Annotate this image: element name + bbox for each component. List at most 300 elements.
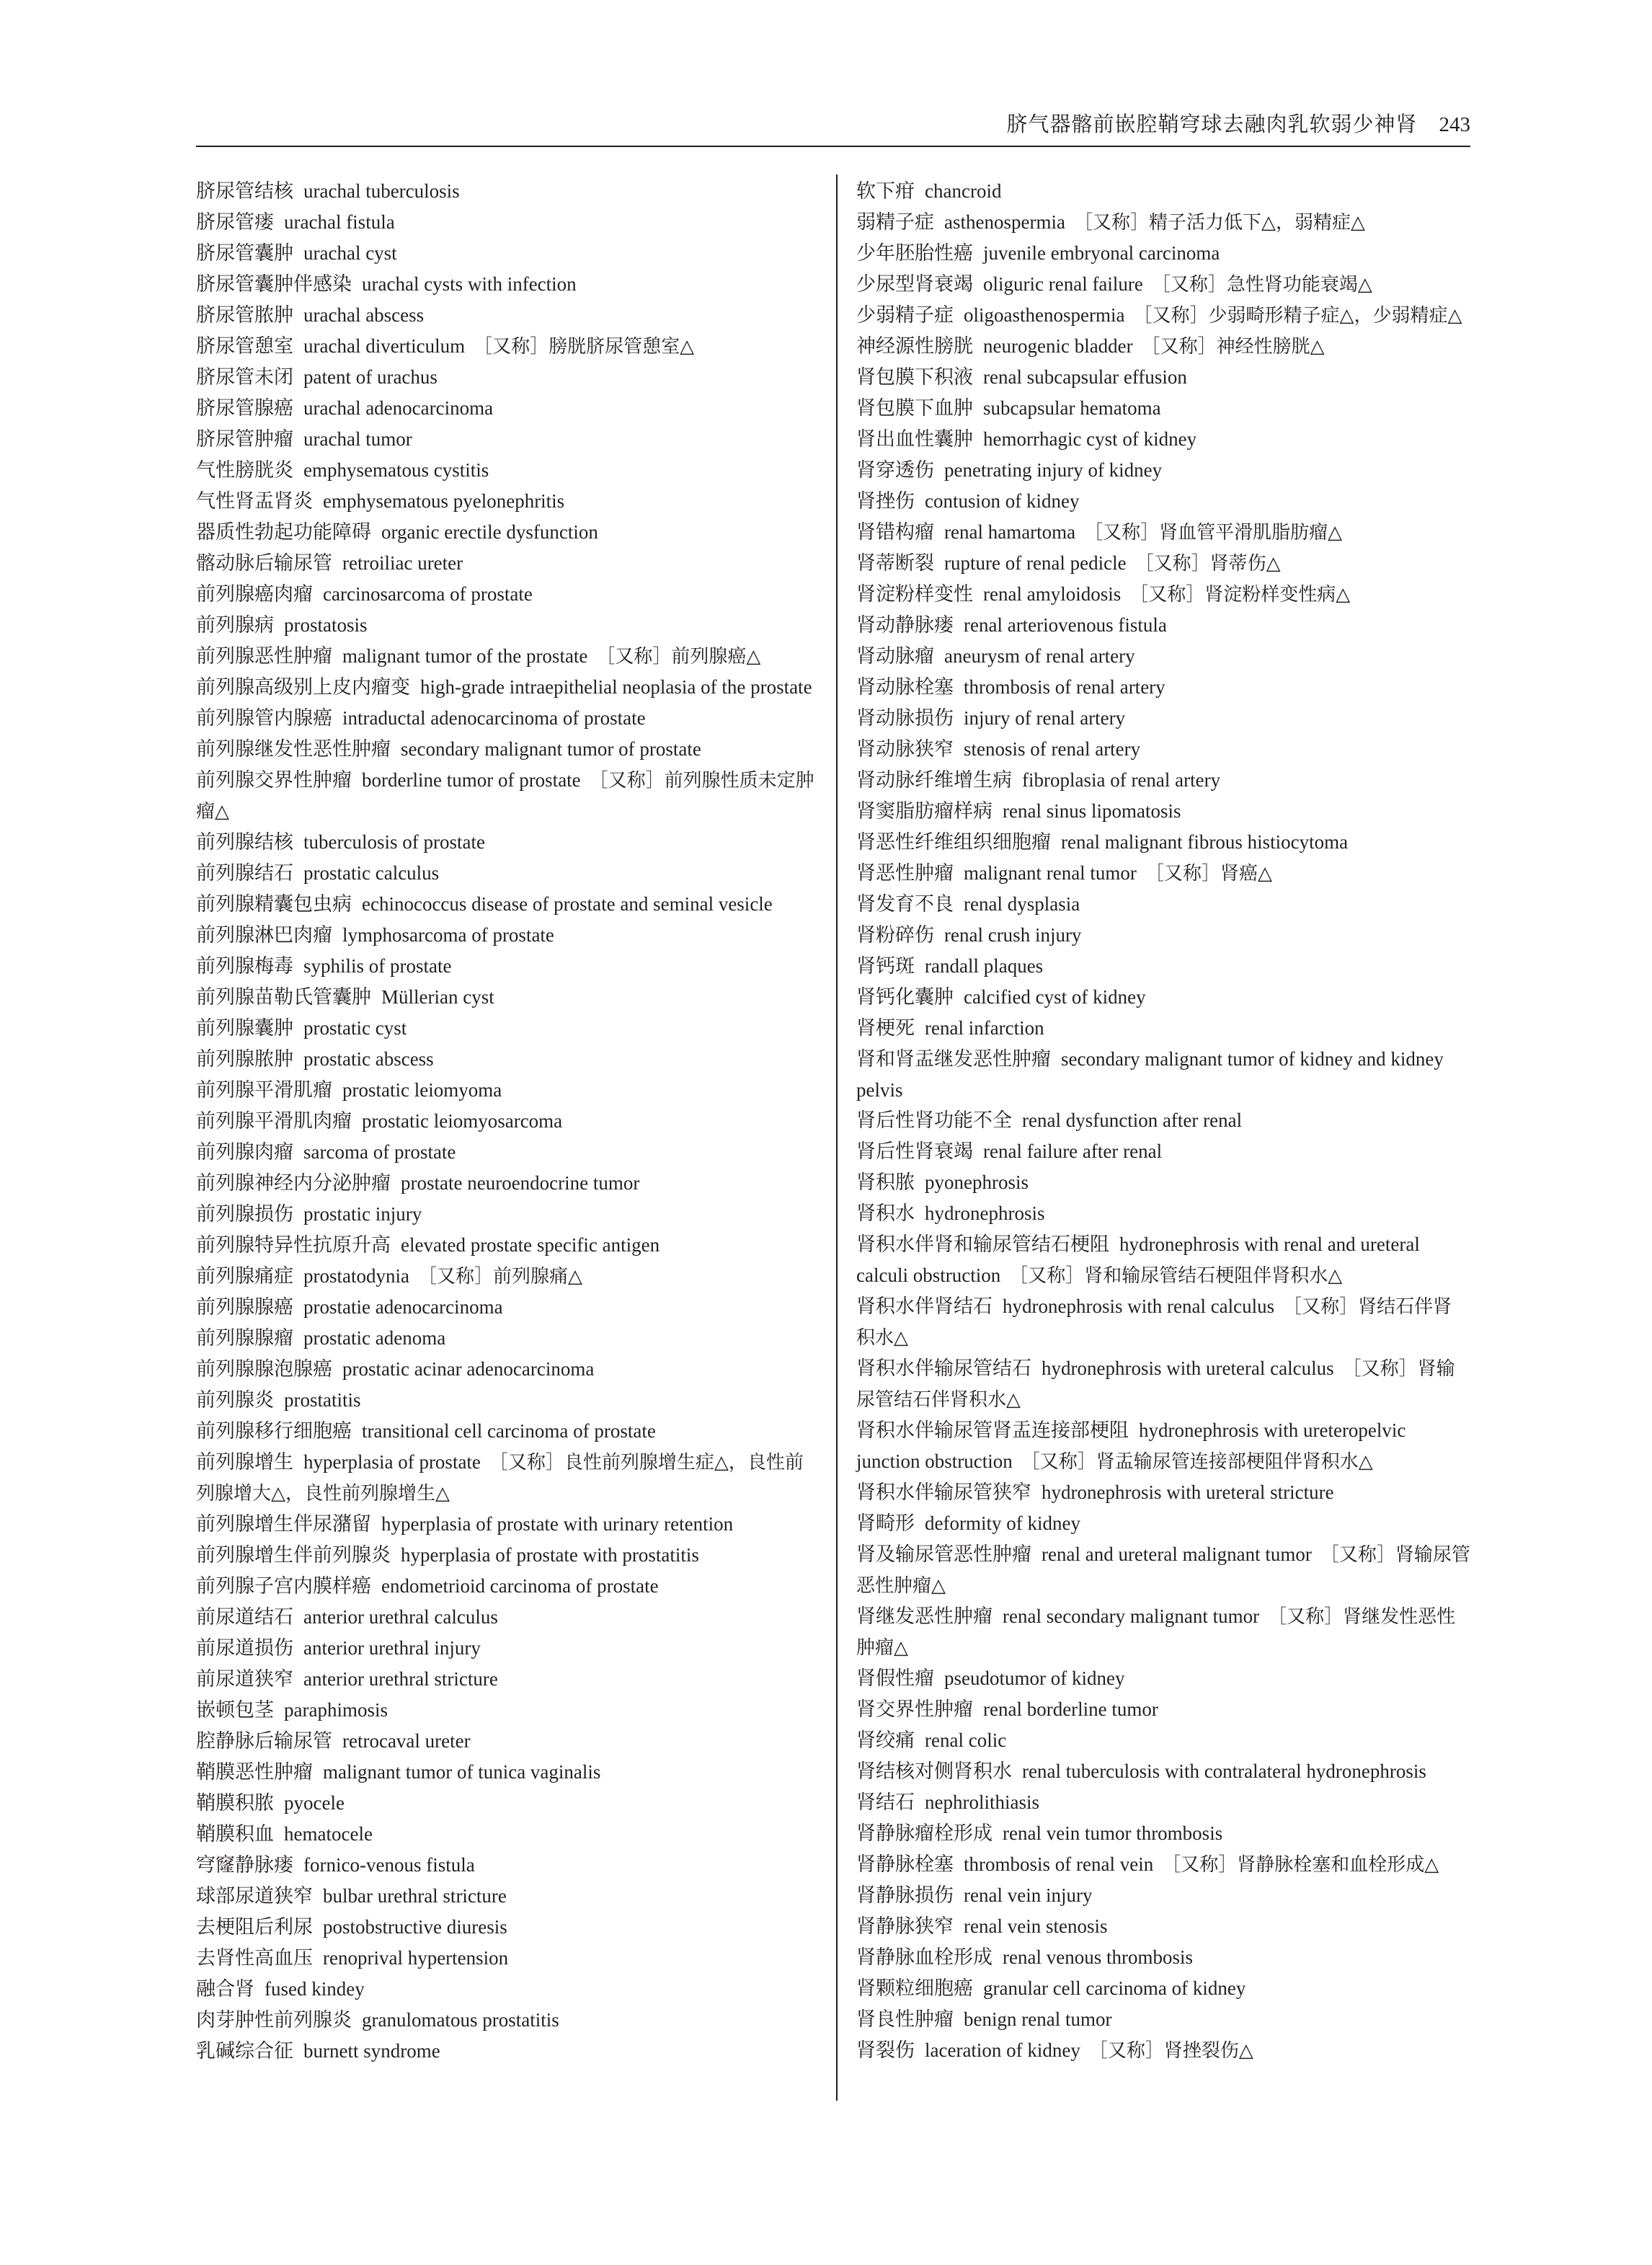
glossary-entry	[196, 889, 814, 920]
entry-chinese-term: 乳碱综合征	[196, 2040, 293, 2062]
entry-chinese-term: 前列腺腺瘤	[196, 1327, 293, 1349]
entry-english-term: anterior urethral stricture	[303, 1668, 498, 1690]
glossary-entry	[196, 610, 814, 641]
entry-english-term: renal secondary malignant tumor	[1003, 1605, 1260, 1627]
entry-english-term: patent of urachus	[303, 366, 438, 388]
glossary-entry	[856, 1880, 1470, 1911]
glossary-entry	[196, 1726, 814, 1757]
entry-english-term: fibroplasia of renal artery	[1022, 769, 1221, 791]
entry-english-term: pseudotumor of kidney	[944, 1667, 1125, 1689]
glossary-entry	[196, 1974, 814, 2005]
glossary-entry	[196, 1323, 814, 1354]
entry-english-term: Müllerian cyst	[381, 986, 494, 1008]
entry-english-term: sarcoma of prostate	[303, 1141, 456, 1163]
entry-chinese-term: 肾颗粒细胞癌	[856, 1977, 973, 2000]
entry-english-term: hydronephrosis with renal and ureteral calculi obstruction	[856, 1233, 1420, 1286]
entry-chinese-term: 肾和肾盂继发恶性肿瘤	[856, 1048, 1051, 1071]
entry-english-term: renal dysplasia	[964, 893, 1080, 915]
entry-english-term: secondary malignant tumor of kidney and kidney pelvis	[856, 1048, 1444, 1101]
entry-chinese-term: 前列腺交界性肿瘤	[196, 769, 352, 792]
glossary-entry	[196, 517, 814, 548]
glossary-entry	[196, 2005, 814, 2036]
entry-chinese-term: 前列腺神经内分泌肿瘤	[196, 1172, 391, 1194]
entry-chinese-term: 鞘膜积血	[196, 1823, 274, 1845]
entry-chinese-term: 肾静脉狭窄	[856, 1915, 954, 1938]
entry-english-term: thrombosis of renal vein	[964, 1853, 1154, 1875]
entry-english-term: hemorrhagic cyst of kidney	[983, 428, 1197, 450]
entry-english-term: renal subcapsular effusion	[983, 366, 1187, 388]
glossary-entry	[856, 238, 1470, 269]
entry-chinese-term: 肾动脉狭窄	[856, 738, 954, 761]
glossary-entry	[196, 765, 814, 827]
entry-chinese-term: 球部尿道狭窄	[196, 1885, 313, 1907]
glossary-entry	[196, 1819, 814, 1850]
entry-chinese-term: 鞘膜恶性肿瘤	[196, 1761, 313, 1783]
entry-english-term: paraphimosis	[284, 1699, 388, 1721]
glossary-entry	[196, 1509, 814, 1540]
entry-english-term: intraductal adenocarcinoma of prostate	[342, 707, 646, 729]
entry-chinese-term: 肾梗死	[856, 1017, 915, 1040]
entry-english-term: renal and ureteral malignant tumor	[1042, 1543, 1312, 1565]
glossary-entry	[196, 300, 814, 331]
glossary-entry	[196, 951, 814, 982]
glossary-entry	[196, 548, 814, 579]
glossary-entry	[856, 765, 1470, 796]
entry-chinese-term: 肾积水伴输尿管结石	[856, 1357, 1031, 1380]
entry-synonym: ［又称］神经性膀胱△	[1141, 336, 1325, 358]
entry-chinese-term: 肾积水伴肾结石	[856, 1295, 992, 1318]
left-column	[196, 176, 814, 2067]
entry-synonym: ［又称］肾盂输尿管连接部梗阻伴肾积水△	[1021, 1451, 1373, 1473]
entry-chinese-term: 前列腺恶性肿瘤	[196, 645, 332, 668]
entry-chinese-term: 穹窿静脉瘘	[196, 1854, 293, 1876]
glossary-entry	[856, 1136, 1470, 1167]
entry-synonym: ［又称］肾挫裂伤△	[1088, 2040, 1253, 2062]
entry-synonym: ［又称］精子活力低下△，弱精症△	[1073, 212, 1365, 234]
entry-english-term: renal dysfunction after renal	[1022, 1109, 1243, 1131]
entry-english-term: burnett syndrome	[303, 2040, 440, 2062]
entry-english-term: renal hamartoma	[944, 521, 1076, 543]
entry-chinese-term: 肾交界性肿瘤	[856, 1698, 973, 1721]
glossary-entry	[856, 548, 1470, 579]
entry-english-term: renal venous thrombosis	[1003, 1946, 1193, 1968]
entry-synonym: ［又称］肾继发性恶性肿瘤△	[856, 1606, 1456, 1659]
glossary-entry	[856, 2004, 1470, 2035]
entry-chinese-term: 前列腺结核	[196, 831, 293, 854]
glossary-entry	[196, 1199, 814, 1230]
entry-english-term: deformity of kidney	[925, 1512, 1080, 1534]
glossary-entry	[856, 703, 1470, 734]
entry-synonym: ［又称］前列腺痛△	[417, 1266, 582, 1287]
entry-english-term: elevated prostate specific antigen	[401, 1234, 660, 1256]
glossary-entry	[856, 393, 1470, 424]
entry-english-term: lymphosarcoma of prostate	[342, 924, 554, 946]
glossary-entry	[196, 455, 814, 486]
glossary-entry	[856, 1013, 1470, 1044]
glossary-entry	[196, 2036, 814, 2067]
glossary-entry	[196, 1168, 814, 1199]
entry-english-term: injury of renal artery	[964, 707, 1126, 729]
glossary-entry	[856, 455, 1470, 486]
entry-chinese-term: 肾继发恶性肿瘤	[856, 1605, 992, 1628]
entry-synonym: ［又称］肾输尿管恶性肿瘤△	[856, 1544, 1470, 1597]
glossary-entry	[196, 362, 814, 393]
glossary-entry	[196, 1354, 814, 1385]
entry-chinese-term: 前尿道结石	[196, 1606, 293, 1628]
entry-english-term: laceration of kidney	[925, 2039, 1080, 2061]
entry-english-term: prostatic cyst	[303, 1017, 407, 1039]
entry-english-term: malignant renal tumor	[964, 862, 1137, 884]
entry-chinese-term: 肾假性瘤	[856, 1667, 934, 1690]
entry-english-term: anterior urethral injury	[303, 1637, 481, 1659]
glossary-entry	[856, 1353, 1470, 1415]
entry-english-term: contusion of kidney	[925, 490, 1080, 512]
entry-synonym: ［又称］肾和输尿管结石梗阻伴肾积水△	[1009, 1265, 1343, 1287]
glossary-entry	[856, 1663, 1470, 1694]
glossary-entry	[196, 1292, 814, 1323]
entry-chinese-term: 前列腺增生伴尿潴留	[196, 1513, 371, 1535]
entry-chinese-term: 肾畸形	[856, 1512, 915, 1535]
glossary-entry	[196, 1664, 814, 1695]
entry-chinese-term: 肾静脉栓塞	[856, 1853, 954, 1876]
glossary-entry	[196, 1106, 814, 1137]
entry-synonym: ［又称］肾淀粉样变性病△	[1129, 584, 1351, 606]
entry-synonym: ［又称］肾输尿管结石伴肾积水△	[856, 1358, 1455, 1411]
glossary-entry	[856, 982, 1470, 1013]
entry-chinese-term: 软下疳	[856, 180, 915, 203]
entry-chinese-term: 前列腺损伤	[196, 1203, 293, 1225]
glossary-entry	[196, 1788, 814, 1819]
entry-chinese-term: 前列腺梅毒	[196, 955, 293, 978]
glossary-entry	[196, 827, 814, 858]
entry-chinese-term: 前列腺结石	[196, 862, 293, 885]
entry-english-term: hematocele	[284, 1823, 373, 1845]
entry-english-term: renal failure after renal	[983, 1140, 1163, 1162]
entry-english-term: high-grade intraepithelial neoplasia of the prostate	[420, 676, 812, 698]
entry-english-term: bulbar urethral stricture	[323, 1885, 507, 1907]
glossary-entry	[856, 1415, 1470, 1477]
entry-chinese-term: 脐尿管囊肿	[196, 242, 293, 265]
entry-synonym: ［又称］前列腺癌△	[596, 646, 761, 668]
glossary-entry	[196, 1230, 814, 1261]
entry-english-term: malignant tumor of tunica vaginalis	[323, 1761, 601, 1783]
glossary-entry	[196, 1416, 814, 1447]
glossary-entry	[196, 1540, 814, 1571]
glossary-entry	[856, 1725, 1470, 1756]
glossary-entry	[856, 1477, 1470, 1508]
entry-chinese-term: 肾动脉损伤	[856, 707, 954, 730]
glossary-entry	[196, 641, 814, 672]
glossary-entry	[196, 1881, 814, 1912]
entry-chinese-term: 前列腺精囊包虫病	[196, 893, 352, 916]
entry-chinese-term: 肾动脉栓塞	[856, 676, 954, 699]
glossary-entry	[196, 176, 814, 207]
glossary-entry	[856, 1167, 1470, 1198]
glossary-entry	[196, 1695, 814, 1726]
glossary-entry	[196, 331, 814, 362]
glossary-entry	[856, 672, 1470, 703]
entry-synonym: ［又称］肾结石伴肾积水△	[856, 1296, 1452, 1349]
glossary-entry	[856, 1198, 1470, 1229]
entry-chinese-term: 前列腺特异性抗原升高	[196, 1234, 391, 1256]
entry-english-term: transitional cell carcinoma of prostate	[362, 1420, 656, 1442]
entry-chinese-term: 肾挫伤	[856, 490, 915, 513]
entry-chinese-term: 嵌顿包茎	[196, 1699, 274, 1721]
entry-english-term: prostatitis	[284, 1389, 361, 1411]
glossary-entry	[856, 1539, 1470, 1601]
entry-english-term: prostatic calculus	[303, 862, 440, 884]
entry-chinese-term: 前尿道狭窄	[196, 1668, 293, 1690]
entry-synonym: ［又称］膀胱脐尿管憩室△	[474, 336, 695, 358]
entry-english-term: hydronephrosis	[925, 1202, 1045, 1224]
glossary-entry	[856, 1044, 1470, 1105]
entry-english-term: hydronephrosis with ureteropelvic junction obstruction	[856, 1419, 1406, 1472]
entry-english-term: borderline tumor of prostate	[362, 769, 581, 791]
entry-chinese-term: 前列腺增生伴前列腺炎	[196, 1544, 391, 1566]
entry-chinese-term: 前列腺痛症	[196, 1265, 293, 1287]
entry-chinese-term: 肾结核对侧肾积水	[856, 1760, 1012, 1783]
glossary-entry	[856, 610, 1470, 641]
entry-chinese-term: 肾淀粉样变性	[856, 583, 973, 606]
glossary-entry	[196, 858, 814, 889]
entry-english-term: stenosis of renal artery	[964, 738, 1141, 760]
glossary-entry	[856, 827, 1470, 858]
entry-english-term: fornico-venous fistula	[303, 1854, 475, 1876]
glossary-entry	[196, 1943, 814, 1974]
entry-chinese-term: 肾良性肿瘤	[856, 2008, 954, 2031]
entry-english-term: renoprival hypertension	[323, 1947, 509, 1969]
entry-english-term: nephrolithiasis	[925, 1791, 1039, 1813]
entry-chinese-term: 前列腺平滑肌瘤	[196, 1079, 332, 1102]
entry-chinese-term: 肾静脉损伤	[856, 1884, 954, 1907]
glossary-entry	[196, 672, 814, 703]
entry-english-term: thrombosis of renal artery	[964, 676, 1165, 698]
entry-english-term: prostate neuroendocrine tumor	[401, 1172, 640, 1194]
entry-english-term: urachal adenocarcinoma	[303, 397, 494, 419]
entry-chinese-term: 肾包膜下积液	[856, 366, 973, 389]
entry-english-term: prostatic acinar adenocarcinoma	[342, 1358, 595, 1380]
glossary-entry	[196, 734, 814, 765]
glossary-entry	[196, 1571, 814, 1602]
entry-chinese-term: 肾裂伤	[856, 2039, 915, 2062]
entry-chinese-term: 气性膀胱炎	[196, 459, 293, 482]
entry-synonym: ［又称］肾癌△	[1145, 863, 1272, 885]
entry-english-term: renal arteriovenous fistula	[964, 614, 1167, 636]
glossary-entry	[196, 579, 814, 610]
entry-synonym: ［又称］前列腺性质未定肿瘤△	[196, 770, 814, 823]
entry-english-term: renal vein tumor thrombosis	[1003, 1822, 1223, 1844]
entry-english-term: subcapsular hematoma	[983, 397, 1161, 419]
glossary-entry	[856, 889, 1470, 920]
entry-chinese-term: 前列腺炎	[196, 1389, 274, 1411]
entry-chinese-term: 前列腺腺泡腺癌	[196, 1358, 332, 1380]
entry-chinese-term: 肾动脉纤维增生病	[856, 769, 1012, 792]
entry-english-term: secondary malignant tumor of prostate	[401, 738, 701, 760]
entry-english-term: pyocele	[284, 1792, 345, 1814]
entry-english-term: asthenospermia	[944, 211, 1065, 233]
entry-english-term: hydronephrosis with ureteral calculus	[1042, 1357, 1334, 1379]
entry-english-term: prostatic adenoma	[303, 1327, 446, 1349]
entry-synonym: ［又称］急性肾功能衰竭△	[1151, 274, 1372, 296]
entry-chinese-term: 肾钙斑	[856, 955, 915, 978]
entry-english-term: anterior urethral calculus	[303, 1606, 498, 1628]
entry-chinese-term: 肾积水伴输尿管肾盂连接部梗阻	[856, 1419, 1129, 1442]
glossary-entry	[196, 238, 814, 269]
entry-english-term: echinococcus disease of prostate and seminal vesicle	[362, 893, 773, 915]
entry-english-term: rupture of renal pedicle	[944, 552, 1127, 574]
glossary-entry	[856, 486, 1470, 517]
entry-chinese-term: 肾动静脉瘘	[856, 614, 954, 637]
glossary-entry	[856, 1229, 1470, 1291]
glossary-entry	[196, 920, 814, 951]
entry-chinese-term: 肾后性肾功能不全	[856, 1109, 1012, 1132]
entry-chinese-term: 前列腺继发性恶性肿瘤	[196, 738, 391, 761]
entry-chinese-term: 弱精子症	[856, 211, 934, 234]
glossary-entry	[856, 1291, 1470, 1353]
glossary-entry	[856, 300, 1470, 331]
entry-chinese-term: 前列腺子宫内膜样癌	[196, 1575, 371, 1597]
entry-chinese-term: 脐尿管囊肿伴感染	[196, 273, 352, 296]
glossary-entry	[196, 1633, 814, 1664]
entry-chinese-term: 前列腺病	[196, 614, 274, 637]
entry-chinese-term: 脐尿管脓肿	[196, 304, 293, 327]
entry-synonym: ［又称］良性前列腺增生症△，良性前列腺增大△，良性前列腺增生△	[196, 1452, 804, 1504]
glossary-entry	[856, 858, 1470, 889]
entry-english-term: renal infarction	[925, 1017, 1044, 1039]
glossary-entry	[196, 1137, 814, 1168]
entry-english-term: juvenile embryonal carcinoma	[983, 242, 1220, 264]
entry-chinese-term: 肾及输尿管恶性肿瘤	[856, 1543, 1031, 1566]
glossary-entry	[856, 1787, 1470, 1818]
glossary-entry	[196, 1075, 814, 1106]
entry-chinese-term: 少弱精子症	[856, 304, 954, 327]
entry-english-term: renal vein stenosis	[964, 1915, 1108, 1937]
entry-chinese-term: 肾积水	[856, 1202, 915, 1225]
glossary-entry	[196, 1757, 814, 1788]
glossary-entry	[856, 517, 1470, 548]
entry-chinese-term: 鞘膜积脓	[196, 1792, 274, 1814]
glossary-entry	[856, 2035, 1470, 2066]
glossary-entry	[196, 1044, 814, 1075]
column-divider	[836, 174, 838, 2101]
entry-chinese-term: 肾积水伴肾和输尿管结石梗阻	[856, 1233, 1109, 1256]
entry-synonym: ［又称］肾静脉栓塞和血栓形成△	[1162, 1854, 1439, 1876]
glossary-entry	[196, 1013, 814, 1044]
entry-chinese-term: 肾发育不良	[856, 893, 954, 916]
entry-chinese-term: 前列腺高级别上皮内瘤变	[196, 676, 410, 699]
entry-english-term: hydronephrosis with ureteral stricture	[1042, 1481, 1334, 1503]
glossary-entry	[196, 1602, 814, 1633]
entry-chinese-term: 肾动脉瘤	[856, 645, 934, 668]
entry-english-term: benign renal tumor	[964, 2008, 1112, 2030]
entry-chinese-term: 前列腺囊肿	[196, 1017, 293, 1040]
entry-chinese-term: 前列腺管内腺癌	[196, 707, 332, 730]
entry-chinese-term: 气性肾盂肾炎	[196, 490, 313, 513]
entry-chinese-term: 肾绞痛	[856, 1729, 915, 1752]
entry-english-term: aneurysm of renal artery	[944, 645, 1135, 667]
entry-english-term: emphysematous cystitis	[303, 459, 489, 481]
glossary-entry	[856, 362, 1470, 393]
entry-english-term: renal crush injury	[944, 924, 1082, 946]
entry-english-term: granulomatous prostatitis	[362, 2009, 559, 2031]
entry-english-term: organic erectile dysfunction	[381, 521, 598, 543]
glossary-entry	[196, 269, 814, 300]
glossary-entry	[856, 641, 1470, 672]
entry-english-term: neurogenic bladder	[983, 335, 1133, 357]
entry-chinese-term: 肾静脉瘤栓形成	[856, 1822, 992, 1845]
entry-english-term: prostatosis	[284, 614, 368, 636]
entry-english-term: prostatodynia	[303, 1265, 409, 1287]
glossary-entry	[856, 1973, 1470, 2004]
glossary-entry	[196, 1850, 814, 1881]
running-head-title: 脐气器髂前嵌腔鞘穹球去融肉乳软弱少神肾	[1006, 113, 1418, 136]
entry-english-term: prostatic injury	[303, 1203, 422, 1225]
entry-chinese-term: 腔静脉后输尿管	[196, 1730, 332, 1752]
entry-english-term: urachal diverticulum	[303, 335, 466, 357]
glossary-entry	[856, 796, 1470, 827]
entry-english-term: calcified cyst of kidney	[964, 986, 1146, 1008]
entry-english-term: postobstructive diuresis	[323, 1916, 507, 1938]
entry-english-term: urachal tumor	[303, 428, 412, 450]
entry-synonym: ［又称］肾蒂伤△	[1134, 553, 1281, 575]
entry-chinese-term: 肉芽肿性前列腺炎	[196, 2009, 352, 2031]
entry-english-term: oligoasthenospermia	[964, 304, 1125, 326]
glossary-entry	[196, 393, 814, 424]
entry-chinese-term: 肾结石	[856, 1791, 915, 1814]
entry-english-term: hydronephrosis with renal calculus	[1003, 1295, 1275, 1317]
entry-english-term: hyperplasia of prostate with urinary retention	[381, 1513, 734, 1535]
glossary-entry	[856, 207, 1470, 238]
entry-chinese-term: 融合肾	[196, 1978, 254, 2000]
glossary-entry	[856, 920, 1470, 951]
entry-english-term: carcinosarcoma of prostate	[323, 583, 533, 605]
entry-english-term: pyonephrosis	[925, 1171, 1029, 1193]
entry-chinese-term: 肾钙化囊肿	[856, 986, 954, 1009]
entry-english-term: renal vein injury	[964, 1884, 1093, 1906]
glossary-entry	[856, 951, 1470, 982]
glossary-entry	[856, 1694, 1470, 1725]
entry-chinese-term: 脐尿管结核	[196, 180, 293, 203]
entry-english-term: renal tuberculosis with contralateral hydronephrosis	[1022, 1760, 1426, 1782]
entry-chinese-term: 神经源性膀胱	[856, 335, 973, 358]
glossary-entry	[856, 331, 1470, 362]
entry-english-term: urachal cysts with infection	[362, 273, 577, 295]
entry-chinese-term: 肾后性肾衰竭	[856, 1140, 973, 1163]
entry-chinese-term: 前列腺脓肿	[196, 1048, 293, 1071]
entry-chinese-term: 去肾性高血压	[196, 1947, 313, 1969]
entry-english-term: renal borderline tumor	[983, 1698, 1158, 1720]
entry-english-term: malignant tumor of the prostate	[342, 645, 588, 667]
glossary-entry	[856, 1942, 1470, 1973]
entry-chinese-term: 肾积水伴输尿管狭窄	[856, 1481, 1031, 1504]
entry-chinese-term: 脐尿管肿瘤	[196, 428, 293, 451]
entry-english-term: chancroid	[925, 180, 1002, 202]
entry-english-term: urachal tuberculosis	[303, 180, 460, 202]
entry-chinese-term: 前列腺移行细胞癌	[196, 1420, 352, 1442]
glossary-entry	[196, 486, 814, 517]
entry-english-term: hyperplasia of prostate	[303, 1451, 481, 1473]
entry-english-term: urachal cyst	[303, 242, 397, 264]
entry-chinese-term: 前列腺苗勒氏管囊肿	[196, 986, 371, 1009]
entry-synonym: ［又称］肾血管平滑肌脂肪瘤△	[1084, 522, 1343, 544]
glossary-entry	[856, 579, 1470, 610]
entry-chinese-term: 器质性勃起功能障碍	[196, 521, 371, 544]
entry-chinese-term: 前列腺腺癌	[196, 1296, 293, 1318]
glossary-entry	[856, 424, 1470, 455]
glossary-entry	[856, 1911, 1470, 1942]
entry-english-term: urachal abscess	[303, 304, 425, 326]
entry-english-term: renal colic	[925, 1729, 1007, 1751]
